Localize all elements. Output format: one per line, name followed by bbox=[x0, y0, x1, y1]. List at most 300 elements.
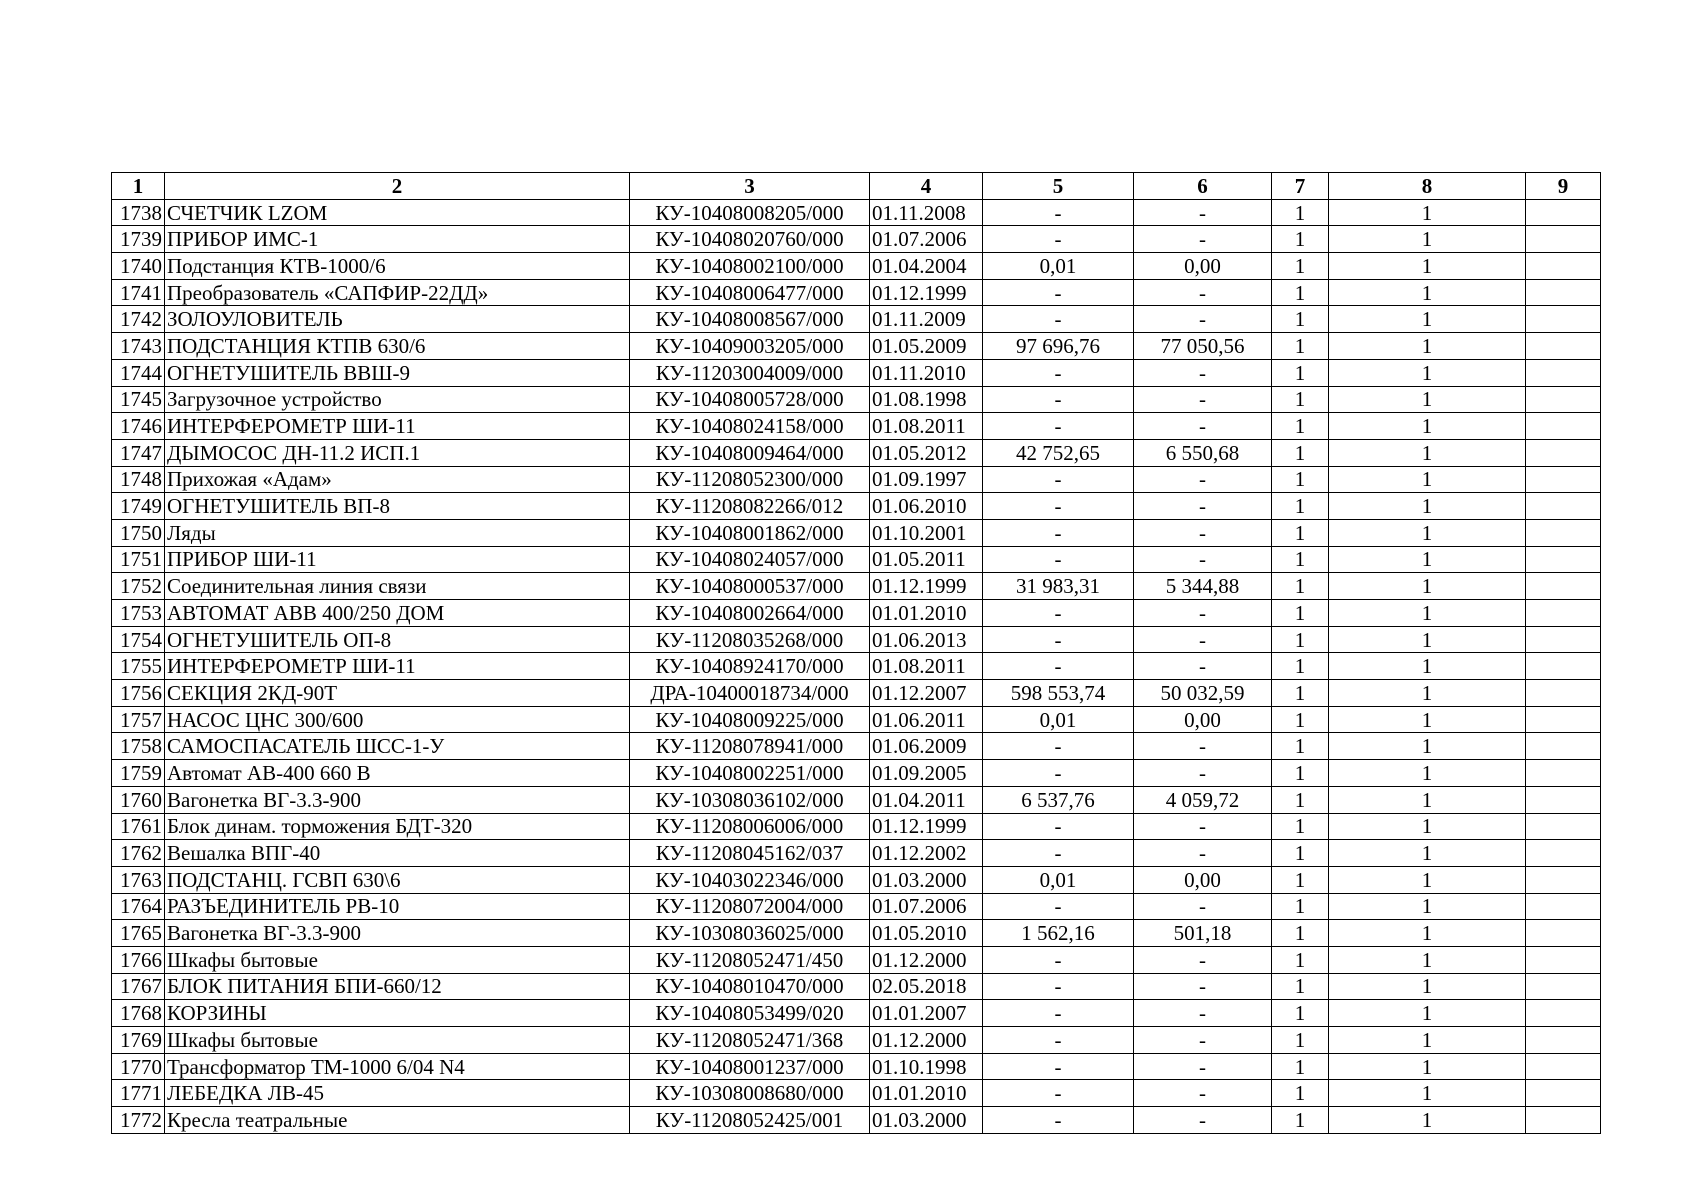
quantity-cell: 1 bbox=[1272, 786, 1329, 813]
item-name: Прихожая «Адам» bbox=[165, 466, 630, 493]
note-cell bbox=[1526, 359, 1601, 386]
value-cell: - bbox=[983, 199, 1134, 226]
inventory-code: КУ-11208052471/368 bbox=[630, 1027, 870, 1054]
item-name: Шкафы бытовые bbox=[165, 946, 630, 973]
table-row bbox=[112, 386, 1601, 413]
inventory-code: КУ-10308008680/000 bbox=[630, 1080, 870, 1107]
table-row bbox=[112, 439, 1601, 466]
note-cell bbox=[1526, 866, 1601, 893]
row-number: 1753 bbox=[112, 600, 165, 627]
item-name: НАСОС ЦНС 300/600 bbox=[165, 706, 630, 733]
note-cell bbox=[1526, 306, 1601, 333]
note-cell bbox=[1526, 493, 1601, 520]
item-name: ПРИБОР ШИ-11 bbox=[165, 546, 630, 573]
value-cell: 6 537,76 bbox=[983, 786, 1134, 813]
note-cell bbox=[1526, 199, 1601, 226]
item-name: Ляды bbox=[165, 519, 630, 546]
note-cell bbox=[1526, 786, 1601, 813]
inventory-code: КУ-10408008567/000 bbox=[630, 306, 870, 333]
item-name: СЧЕТЧИК LZOM bbox=[165, 199, 630, 226]
value-cell: - bbox=[983, 1000, 1134, 1027]
value-cell: 31 983,31 bbox=[983, 573, 1134, 600]
date-cell: 01.12.2002 bbox=[870, 840, 983, 867]
note-cell bbox=[1526, 1107, 1601, 1134]
item-name: СЕКЦИЯ 2КД-90Т bbox=[165, 680, 630, 707]
row-number: 1748 bbox=[112, 466, 165, 493]
inventory-code: КУ-10308036102/000 bbox=[630, 786, 870, 813]
row-number: 1758 bbox=[112, 733, 165, 760]
quantity-cell: 1 bbox=[1272, 626, 1329, 653]
column-header: 4 bbox=[870, 173, 983, 200]
count-cell: 1 bbox=[1329, 1000, 1526, 1027]
residual-value-cell: 50 032,59 bbox=[1134, 680, 1272, 707]
count-cell: 1 bbox=[1329, 680, 1526, 707]
quantity-cell: 1 bbox=[1272, 306, 1329, 333]
date-cell: 01.12.2000 bbox=[870, 946, 983, 973]
row-number: 1761 bbox=[112, 813, 165, 840]
date-cell: 01.05.2010 bbox=[870, 920, 983, 947]
row-number: 1742 bbox=[112, 306, 165, 333]
row-number: 1743 bbox=[112, 333, 165, 360]
date-cell: 01.11.2009 bbox=[870, 306, 983, 333]
row-number: 1745 bbox=[112, 386, 165, 413]
row-number: 1759 bbox=[112, 760, 165, 787]
date-cell: 01.10.1998 bbox=[870, 1053, 983, 1080]
date-cell: 01.12.2000 bbox=[870, 1027, 983, 1054]
date-cell: 01.08.2011 bbox=[870, 413, 983, 440]
inventory-code: КУ-11208078941/000 bbox=[630, 733, 870, 760]
item-name: БЛОК ПИТАНИЯ БПИ-660/12 bbox=[165, 973, 630, 1000]
residual-value-cell: 5 344,88 bbox=[1134, 573, 1272, 600]
column-header: 2 bbox=[165, 173, 630, 200]
column-header: 9 bbox=[1526, 173, 1601, 200]
date-cell: 01.08.2011 bbox=[870, 653, 983, 680]
residual-value-cell: - bbox=[1134, 386, 1272, 413]
item-name: АВТОМАТ АВВ 400/250 ДОМ bbox=[165, 600, 630, 627]
value-cell: - bbox=[983, 546, 1134, 573]
value-cell: - bbox=[983, 466, 1134, 493]
column-header: 3 bbox=[630, 173, 870, 200]
item-name: Подстанция КТВ-1000/6 bbox=[165, 253, 630, 280]
row-number: 1750 bbox=[112, 519, 165, 546]
note-cell bbox=[1526, 333, 1601, 360]
date-cell: 01.06.2009 bbox=[870, 733, 983, 760]
residual-value-cell: 0,00 bbox=[1134, 866, 1272, 893]
item-name: ИНТЕРФЕРОМЕТР ШИ-11 bbox=[165, 653, 630, 680]
value-cell: - bbox=[983, 653, 1134, 680]
column-header: 8 bbox=[1329, 173, 1526, 200]
inventory-code: КУ-10408010470/000 bbox=[630, 973, 870, 1000]
row-number: 1751 bbox=[112, 546, 165, 573]
date-cell: 01.06.2010 bbox=[870, 493, 983, 520]
note-cell bbox=[1526, 1027, 1601, 1054]
row-number: 1765 bbox=[112, 920, 165, 947]
value-cell: - bbox=[983, 279, 1134, 306]
table-row bbox=[112, 1080, 1601, 1107]
quantity-cell: 1 bbox=[1272, 920, 1329, 947]
value-cell: - bbox=[983, 733, 1134, 760]
value-cell: - bbox=[983, 1053, 1134, 1080]
inventory-code: КУ-10408024057/000 bbox=[630, 546, 870, 573]
note-cell bbox=[1526, 600, 1601, 627]
value-cell: 598 553,74 bbox=[983, 680, 1134, 707]
value-cell: 1 562,16 bbox=[983, 920, 1134, 947]
table-row bbox=[112, 893, 1601, 920]
inventory-code: КУ-10408006477/000 bbox=[630, 279, 870, 306]
count-cell: 1 bbox=[1329, 866, 1526, 893]
inventory-code: КУ-11208052471/450 bbox=[630, 946, 870, 973]
value-cell: 42 752,65 bbox=[983, 439, 1134, 466]
quantity-cell: 1 bbox=[1272, 439, 1329, 466]
item-name: ПОДСТАНЦИЯ КТПВ 630/6 bbox=[165, 333, 630, 360]
value-cell: - bbox=[983, 973, 1134, 1000]
residual-value-cell: - bbox=[1134, 306, 1272, 333]
value-cell: - bbox=[983, 493, 1134, 520]
table-body bbox=[112, 199, 1601, 1133]
inventory-code: КУ-11208006006/000 bbox=[630, 813, 870, 840]
column-header: 5 bbox=[983, 173, 1134, 200]
inventory-code: КУ-11208035268/000 bbox=[630, 626, 870, 653]
residual-value-cell: 0,00 bbox=[1134, 706, 1272, 733]
item-name: Трансформатор ТМ-1000 6/04 N4 bbox=[165, 1053, 630, 1080]
item-name: ПРИБОР ИМС-1 bbox=[165, 226, 630, 253]
residual-value-cell: - bbox=[1134, 1053, 1272, 1080]
date-cell: 01.01.2007 bbox=[870, 1000, 983, 1027]
row-number: 1755 bbox=[112, 653, 165, 680]
quantity-cell: 1 bbox=[1272, 946, 1329, 973]
inventory-code: КУ-10403022346/000 bbox=[630, 866, 870, 893]
value-cell: - bbox=[983, 626, 1134, 653]
note-cell bbox=[1526, 413, 1601, 440]
note-cell bbox=[1526, 1080, 1601, 1107]
row-number: 1752 bbox=[112, 573, 165, 600]
table-row bbox=[112, 733, 1601, 760]
item-name: Вагонетка ВГ-3.3-900 bbox=[165, 786, 630, 813]
residual-value-cell: - bbox=[1134, 199, 1272, 226]
item-name: САМОСПАСАТЕЛЬ ШСС-1-У bbox=[165, 733, 630, 760]
count-cell: 1 bbox=[1329, 279, 1526, 306]
table-row bbox=[112, 1107, 1601, 1134]
quantity-cell: 1 bbox=[1272, 1027, 1329, 1054]
quantity-cell: 1 bbox=[1272, 199, 1329, 226]
quantity-cell: 1 bbox=[1272, 680, 1329, 707]
inventory-code: КУ-10308036025/000 bbox=[630, 920, 870, 947]
note-cell bbox=[1526, 279, 1601, 306]
quantity-cell: 1 bbox=[1272, 840, 1329, 867]
table-row bbox=[112, 866, 1601, 893]
note-cell bbox=[1526, 840, 1601, 867]
value-cell: - bbox=[983, 413, 1134, 440]
value-cell: - bbox=[983, 760, 1134, 787]
count-cell: 1 bbox=[1329, 519, 1526, 546]
inventory-code: КУ-11208082266/012 bbox=[630, 493, 870, 520]
count-cell: 1 bbox=[1329, 973, 1526, 1000]
date-cell: 01.08.1998 bbox=[870, 386, 983, 413]
item-name: ЗОЛОУЛОВИТЕЛЬ bbox=[165, 306, 630, 333]
column-header: 7 bbox=[1272, 173, 1329, 200]
value-cell: 97 696,76 bbox=[983, 333, 1134, 360]
residual-value-cell: - bbox=[1134, 546, 1272, 573]
value-cell: - bbox=[983, 1107, 1134, 1134]
inventory-code: ДРА-10400018734/000 bbox=[630, 680, 870, 707]
item-name: Вагонетка ВГ-3.3-900 bbox=[165, 920, 630, 947]
table-row bbox=[112, 279, 1601, 306]
note-cell bbox=[1526, 760, 1601, 787]
value-cell: - bbox=[983, 946, 1134, 973]
note-cell bbox=[1526, 226, 1601, 253]
column-header: 1 bbox=[112, 173, 165, 200]
count-cell: 1 bbox=[1329, 706, 1526, 733]
count-cell: 1 bbox=[1329, 493, 1526, 520]
count-cell: 1 bbox=[1329, 600, 1526, 627]
asset-registry-table bbox=[111, 172, 1601, 1134]
quantity-cell: 1 bbox=[1272, 546, 1329, 573]
value-cell: - bbox=[983, 226, 1134, 253]
date-cell: 01.09.1997 bbox=[870, 466, 983, 493]
note-cell bbox=[1526, 733, 1601, 760]
count-cell: 1 bbox=[1329, 1107, 1526, 1134]
table-row bbox=[112, 573, 1601, 600]
note-cell bbox=[1526, 439, 1601, 466]
table-row bbox=[112, 813, 1601, 840]
quantity-cell: 1 bbox=[1272, 706, 1329, 733]
table-row bbox=[112, 519, 1601, 546]
date-cell: 01.07.2006 bbox=[870, 893, 983, 920]
item-name: КОРЗИНЫ bbox=[165, 1000, 630, 1027]
residual-value-cell: - bbox=[1134, 760, 1272, 787]
item-name: РАЗЪЕДИНИТЕЛЬ РВ-10 bbox=[165, 893, 630, 920]
note-cell bbox=[1526, 680, 1601, 707]
count-cell: 1 bbox=[1329, 333, 1526, 360]
note-cell bbox=[1526, 466, 1601, 493]
note-cell bbox=[1526, 946, 1601, 973]
residual-value-cell: 77 050,56 bbox=[1134, 333, 1272, 360]
quantity-cell: 1 bbox=[1272, 279, 1329, 306]
residual-value-cell: - bbox=[1134, 653, 1272, 680]
date-cell: 01.04.2011 bbox=[870, 786, 983, 813]
count-cell: 1 bbox=[1329, 946, 1526, 973]
table-row bbox=[112, 600, 1601, 627]
inventory-code: КУ-10408001237/000 bbox=[630, 1053, 870, 1080]
item-name: ИНТЕРФЕРОМЕТР ШИ-11 bbox=[165, 413, 630, 440]
quantity-cell: 1 bbox=[1272, 413, 1329, 440]
count-cell: 1 bbox=[1329, 626, 1526, 653]
quantity-cell: 1 bbox=[1272, 653, 1329, 680]
value-cell: 0,01 bbox=[983, 866, 1134, 893]
inventory-code: КУ-10408020760/000 bbox=[630, 226, 870, 253]
row-number: 1756 bbox=[112, 680, 165, 707]
value-cell: - bbox=[983, 840, 1134, 867]
quantity-cell: 1 bbox=[1272, 600, 1329, 627]
residual-value-cell: 0,00 bbox=[1134, 253, 1272, 280]
count-cell: 1 bbox=[1329, 359, 1526, 386]
value-cell: - bbox=[983, 359, 1134, 386]
item-name: Загрузочное устройство bbox=[165, 386, 630, 413]
row-number: 1746 bbox=[112, 413, 165, 440]
count-cell: 1 bbox=[1329, 760, 1526, 787]
count-cell: 1 bbox=[1329, 920, 1526, 947]
row-number: 1762 bbox=[112, 840, 165, 867]
note-cell bbox=[1526, 653, 1601, 680]
residual-value-cell: - bbox=[1134, 1080, 1272, 1107]
quantity-cell: 1 bbox=[1272, 893, 1329, 920]
inventory-code: КУ-10408009464/000 bbox=[630, 439, 870, 466]
note-cell bbox=[1526, 920, 1601, 947]
residual-value-cell: - bbox=[1134, 466, 1272, 493]
inventory-code: КУ-10408001862/000 bbox=[630, 519, 870, 546]
row-number: 1739 bbox=[112, 226, 165, 253]
inventory-code: КУ-10408009225/000 bbox=[630, 706, 870, 733]
date-cell: 01.12.2007 bbox=[870, 680, 983, 707]
table-row bbox=[112, 946, 1601, 973]
count-cell: 1 bbox=[1329, 1027, 1526, 1054]
date-cell: 01.06.2011 bbox=[870, 706, 983, 733]
residual-value-cell: - bbox=[1134, 519, 1272, 546]
inventory-code: КУ-10408008205/000 bbox=[630, 199, 870, 226]
table-row bbox=[112, 840, 1601, 867]
table-row bbox=[112, 306, 1601, 333]
item-name: ДЫМОСОС ДН-11.2 ИСП.1 bbox=[165, 439, 630, 466]
table-row bbox=[112, 653, 1601, 680]
residual-value-cell: - bbox=[1134, 279, 1272, 306]
value-cell: - bbox=[983, 386, 1134, 413]
item-name: ОГНЕТУШИТЕЛЬ ВВШ-9 bbox=[165, 359, 630, 386]
inventory-code: КУ-11208052300/000 bbox=[630, 466, 870, 493]
count-cell: 1 bbox=[1329, 546, 1526, 573]
row-number: 1741 bbox=[112, 279, 165, 306]
quantity-cell: 1 bbox=[1272, 253, 1329, 280]
quantity-cell: 1 bbox=[1272, 226, 1329, 253]
header-row bbox=[112, 173, 1601, 200]
date-cell: 01.05.2011 bbox=[870, 546, 983, 573]
date-cell: 01.01.2010 bbox=[870, 600, 983, 627]
row-number: 1763 bbox=[112, 866, 165, 893]
count-cell: 1 bbox=[1329, 1053, 1526, 1080]
table-row bbox=[112, 626, 1601, 653]
residual-value-cell: - bbox=[1134, 359, 1272, 386]
value-cell: 0,01 bbox=[983, 253, 1134, 280]
value-cell: - bbox=[983, 519, 1134, 546]
inventory-code: КУ-11208072004/000 bbox=[630, 893, 870, 920]
quantity-cell: 1 bbox=[1272, 359, 1329, 386]
date-cell: 01.05.2009 bbox=[870, 333, 983, 360]
row-number: 1769 bbox=[112, 1027, 165, 1054]
table-row bbox=[112, 1027, 1601, 1054]
count-cell: 1 bbox=[1329, 199, 1526, 226]
count-cell: 1 bbox=[1329, 813, 1526, 840]
residual-value-cell: - bbox=[1134, 626, 1272, 653]
table-row bbox=[112, 466, 1601, 493]
table-row bbox=[112, 546, 1601, 573]
residual-value-cell: - bbox=[1134, 226, 1272, 253]
inventory-code: КУ-10408053499/020 bbox=[630, 1000, 870, 1027]
table-row bbox=[112, 413, 1601, 440]
count-cell: 1 bbox=[1329, 1080, 1526, 1107]
table-row bbox=[112, 706, 1601, 733]
note-cell bbox=[1526, 519, 1601, 546]
date-cell: 01.05.2012 bbox=[870, 439, 983, 466]
date-cell: 01.09.2005 bbox=[870, 760, 983, 787]
quantity-cell: 1 bbox=[1272, 813, 1329, 840]
value-cell: - bbox=[983, 600, 1134, 627]
inventory-code: КУ-10408924170/000 bbox=[630, 653, 870, 680]
residual-value-cell: - bbox=[1134, 733, 1272, 760]
item-name: ОГНЕТУШИТЕЛЬ ВП-8 bbox=[165, 493, 630, 520]
row-number: 1770 bbox=[112, 1053, 165, 1080]
residual-value-cell: - bbox=[1134, 1027, 1272, 1054]
note-cell bbox=[1526, 813, 1601, 840]
item-name: Блок динам. торможения БДТ-320 bbox=[165, 813, 630, 840]
count-cell: 1 bbox=[1329, 653, 1526, 680]
quantity-cell: 1 bbox=[1272, 519, 1329, 546]
quantity-cell: 1 bbox=[1272, 733, 1329, 760]
value-cell: - bbox=[983, 1080, 1134, 1107]
table-row bbox=[112, 1000, 1601, 1027]
quantity-cell: 1 bbox=[1272, 973, 1329, 1000]
table-row bbox=[112, 333, 1601, 360]
count-cell: 1 bbox=[1329, 786, 1526, 813]
count-cell: 1 bbox=[1329, 439, 1526, 466]
item-name: Вешалка ВПГ-40 bbox=[165, 840, 630, 867]
item-name: Кресла театральные bbox=[165, 1107, 630, 1134]
date-cell: 01.11.2008 bbox=[870, 199, 983, 226]
table-row bbox=[112, 920, 1601, 947]
item-name: ЛЕБЕДКА ЛВ-45 bbox=[165, 1080, 630, 1107]
residual-value-cell: 4 059,72 bbox=[1134, 786, 1272, 813]
table-row bbox=[112, 680, 1601, 707]
note-cell bbox=[1526, 706, 1601, 733]
row-number: 1744 bbox=[112, 359, 165, 386]
row-number: 1747 bbox=[112, 439, 165, 466]
row-number: 1749 bbox=[112, 493, 165, 520]
residual-value-cell: - bbox=[1134, 600, 1272, 627]
count-cell: 1 bbox=[1329, 413, 1526, 440]
table-row bbox=[112, 226, 1601, 253]
count-cell: 1 bbox=[1329, 573, 1526, 600]
count-cell: 1 bbox=[1329, 466, 1526, 493]
note-cell bbox=[1526, 546, 1601, 573]
note-cell bbox=[1526, 573, 1601, 600]
inventory-code: КУ-11208045162/037 bbox=[630, 840, 870, 867]
date-cell: 01.06.2013 bbox=[870, 626, 983, 653]
column-header: 6 bbox=[1134, 173, 1272, 200]
quantity-cell: 1 bbox=[1272, 573, 1329, 600]
row-number: 1771 bbox=[112, 1080, 165, 1107]
table-row bbox=[112, 760, 1601, 787]
row-number: 1772 bbox=[112, 1107, 165, 1134]
count-cell: 1 bbox=[1329, 306, 1526, 333]
document-sheet bbox=[111, 172, 1600, 1134]
note-cell bbox=[1526, 893, 1601, 920]
date-cell: 02.05.2018 bbox=[870, 973, 983, 1000]
count-cell: 1 bbox=[1329, 840, 1526, 867]
value-cell: - bbox=[983, 813, 1134, 840]
date-cell: 01.03.2000 bbox=[870, 1107, 983, 1134]
date-cell: 01.11.2010 bbox=[870, 359, 983, 386]
row-number: 1767 bbox=[112, 973, 165, 1000]
inventory-code: КУ-10409003205/000 bbox=[630, 333, 870, 360]
row-number: 1754 bbox=[112, 626, 165, 653]
row-number: 1757 bbox=[112, 706, 165, 733]
row-number: 1766 bbox=[112, 946, 165, 973]
date-cell: 01.01.2010 bbox=[870, 1080, 983, 1107]
row-number: 1764 bbox=[112, 893, 165, 920]
count-cell: 1 bbox=[1329, 386, 1526, 413]
table-row bbox=[112, 1053, 1601, 1080]
date-cell: 01.10.2001 bbox=[870, 519, 983, 546]
item-name: Соединительная линия связи bbox=[165, 573, 630, 600]
quantity-cell: 1 bbox=[1272, 466, 1329, 493]
